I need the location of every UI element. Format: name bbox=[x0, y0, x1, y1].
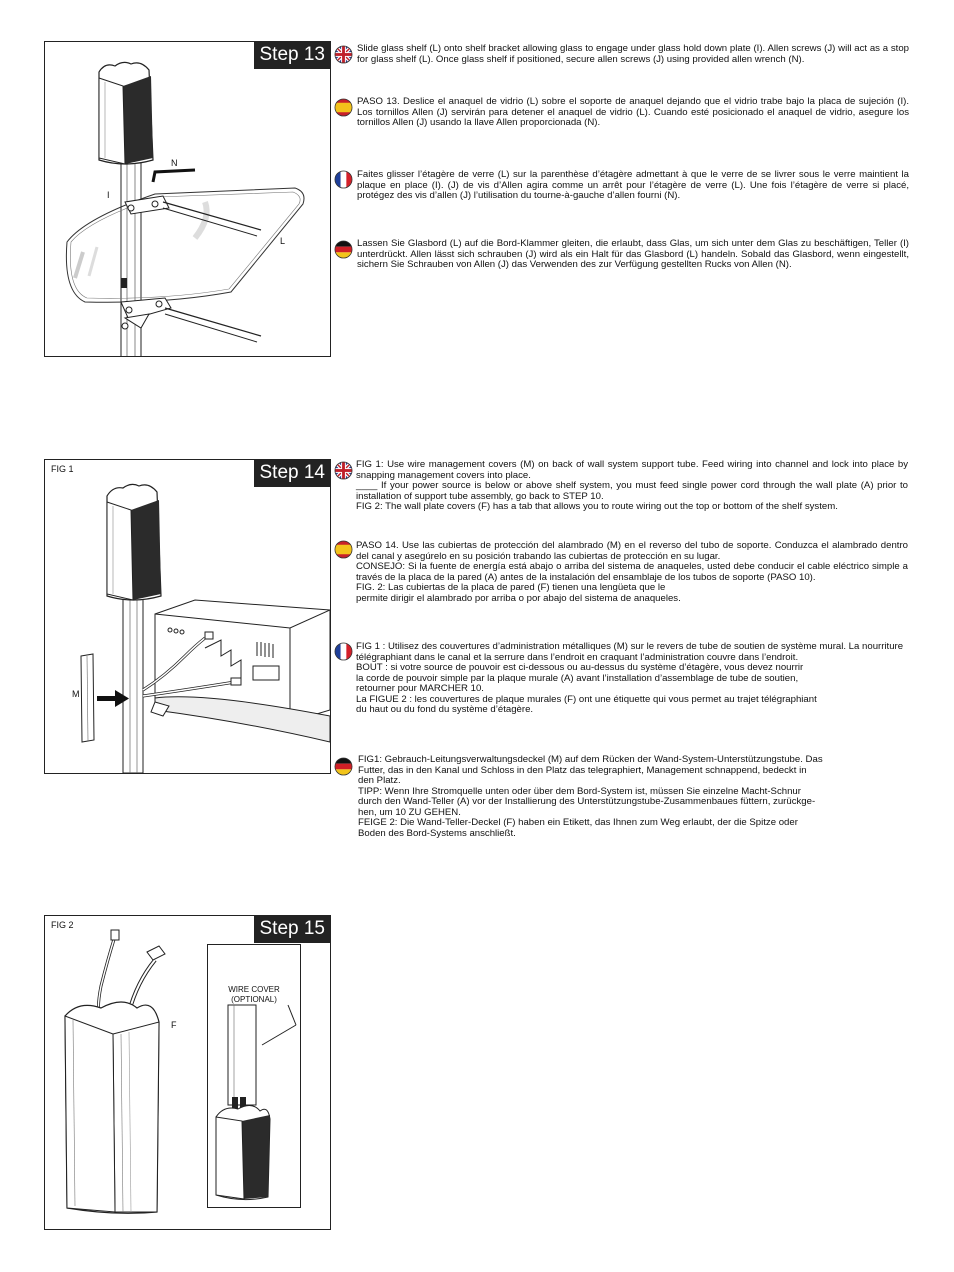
step14-text-fr: FIG 1 : Utilisez des couvertures d’administration métalliques (M) sur le revers de tube de soutien de système mural. La nourriture télégraphiant dans le canal et la serrure dans l’endroit en craquant l’administration couvre dans l’endroit. BOUT : si votre source de pouvoir est ci-dessous ou au-dessus du système d’étagère, vous devez nourrir la corde de pouvoir simple par la plaque murale (A) avant l’installation d’assemblage de tube de soutien, retourner pour MARCHER 10. La FIGUE 2 : les couvertures de plaque murales (F) ont une étiquette qui vous permet au trajet télégraphiant du haut ou du fond du système d’étagère. bbox=[356, 641, 904, 715]
france-flag-icon bbox=[334, 642, 353, 661]
step13-panel bbox=[44, 41, 331, 357]
uk-flag-icon bbox=[334, 461, 353, 480]
label-i: I bbox=[107, 190, 110, 200]
germany-flag-icon bbox=[334, 757, 353, 776]
label-f: F bbox=[171, 1020, 177, 1030]
step14-badge: Step 14 bbox=[254, 460, 331, 487]
fig2-label: FIG 2 bbox=[51, 920, 74, 930]
germany-flag-icon bbox=[334, 240, 353, 259]
step13-text-en: Slide glass shelf (L) onto shelf bracket allowing glass to engage under glass hold down plate (I). Allen screws (J) will act as a stop for glass shelf (L). Once glass shelf if positioned, secure allen screws (J) using provided allen wrench (N). bbox=[357, 43, 909, 65]
step15-badge: Step 15 bbox=[254, 916, 331, 943]
label-n: N bbox=[171, 158, 178, 168]
fig1-label: FIG 1 bbox=[51, 464, 74, 474]
step15-panel bbox=[44, 915, 331, 1230]
wire-cover-label: WIRE COVER (OPTIONAL) bbox=[228, 985, 280, 1004]
step14-text-en: FIG 1: Use wire management covers (M) on back of wall system support tube. Feed wiring into channel and lock into place by snapping management covers into place. ____ If your power source is below or above shelf system, you must feed single power cord through the wall plate (A) prior to installation of support tube assembly, go back to STEP 10. FIG 2: The wall plate covers (F) has a tab that allows you to route wiring out the top or bottom of the shelf system. bbox=[356, 459, 908, 512]
spain-flag-icon bbox=[334, 540, 353, 559]
step14-illustration bbox=[45, 460, 330, 773]
step13-text-fr: Faites glisser l’étagère de verre (L) sur la parenthèse d’étagère admettant à que le verre de se livrer sous le verre maintient la plaque en place (I). (J) de vis d’Allen agira comme un arrêt pour l’étagère de verre (L). Une fois l’étagère de verre si placé, protégez des vis d’allen (J) l’utilisation du tourne-à-gauche d’allen fourni (N). bbox=[357, 169, 909, 201]
spain-flag-icon bbox=[334, 98, 353, 117]
france-flag-icon bbox=[334, 170, 353, 189]
wire-cover-inset bbox=[207, 944, 301, 1208]
step13-badge: Step 13 bbox=[254, 42, 331, 69]
step14-text-de: FIG1: Gebrauch-Leitungsverwaltungsdeckel (M) auf dem Rücken der Wand-System-Unterstützungstube. Das Futter, das in den Kanal und Schloss in den Platz das telegraphiert, Management schnappend, bedeckt in den Platz. TIPP: Wenn Ihre Stromquelle unten oder über dem Bord-System ist, müssen Sie einzelne Macht-Schnur durch den Wand-Teller (A) vor der Installierung des Unterstützungstube-Zusammenbaues füttern, zurückge- hen, um 10 ZU GEHEN. FEIGE 2: Die Wand-Teller-Deckel (F) haben ein Etikett, das Ihnen zum Weg erlaubt, der die Spitze oder Boden des Bord-Systems anschließt. bbox=[358, 754, 823, 839]
label-m: M bbox=[72, 689, 80, 699]
step13-text-de: Lassen Sie Glasbord (L) auf die Bord-Klammer gleiten, die erlaubt, dass Glas, um sich unter dem Glas zu beschäftigen, Teller (I) unterdrückt. Allen lässt sich schrauben (J) wird als ein Halt für das Glasbord (L) handeln. Sobald das Glasbord, wenn eingestellt, sichern Sie Schrauben von Allen (J) das Verwenden des zur Verfügung gestellten Rucks von Allen (N). bbox=[357, 238, 909, 270]
step14-panel bbox=[44, 459, 331, 774]
step13-text-es: PASO 13. Deslice el anaquel de vidrio (L) sobre el soporte de anaquel dejando que el vidrio trabe bajo la placa de sujeción (I). Los tornillos Allen (J) servirán para detener el anaquel de vidrio (L). Cuando esté posicionado el anaquel de vidrio, asegure los tornillos Allen (J) usando la llave Allen proporcionada (N). bbox=[357, 96, 909, 128]
step14-text-es: PASO 14. Use las cubiertas de protección del alambrado (M) en el reverso del tubo de soporte. Conduzca el alambrado dentro del canal y asegúrelo en su posición trabando las cubiertas de protección en su lugar. CONSEJO: Si la fuente de energía está abajo o arriba del sistema de anaqueles, usted debe conducir el cable eléctrico simple a través de la placa de la pared (A) antes de la instalación del ensamblaje de los tubos de soporte (PASO 10). FIG. 2: Las cubiertas de la placa de pared (F) tienen una lengüeta que le permite dirigir el alambrado por arriba o por abajo del sistema de anaqueles. bbox=[356, 540, 908, 604]
step13-illustration bbox=[45, 42, 330, 356]
uk-flag-icon bbox=[334, 45, 353, 64]
label-l: L bbox=[280, 236, 286, 246]
